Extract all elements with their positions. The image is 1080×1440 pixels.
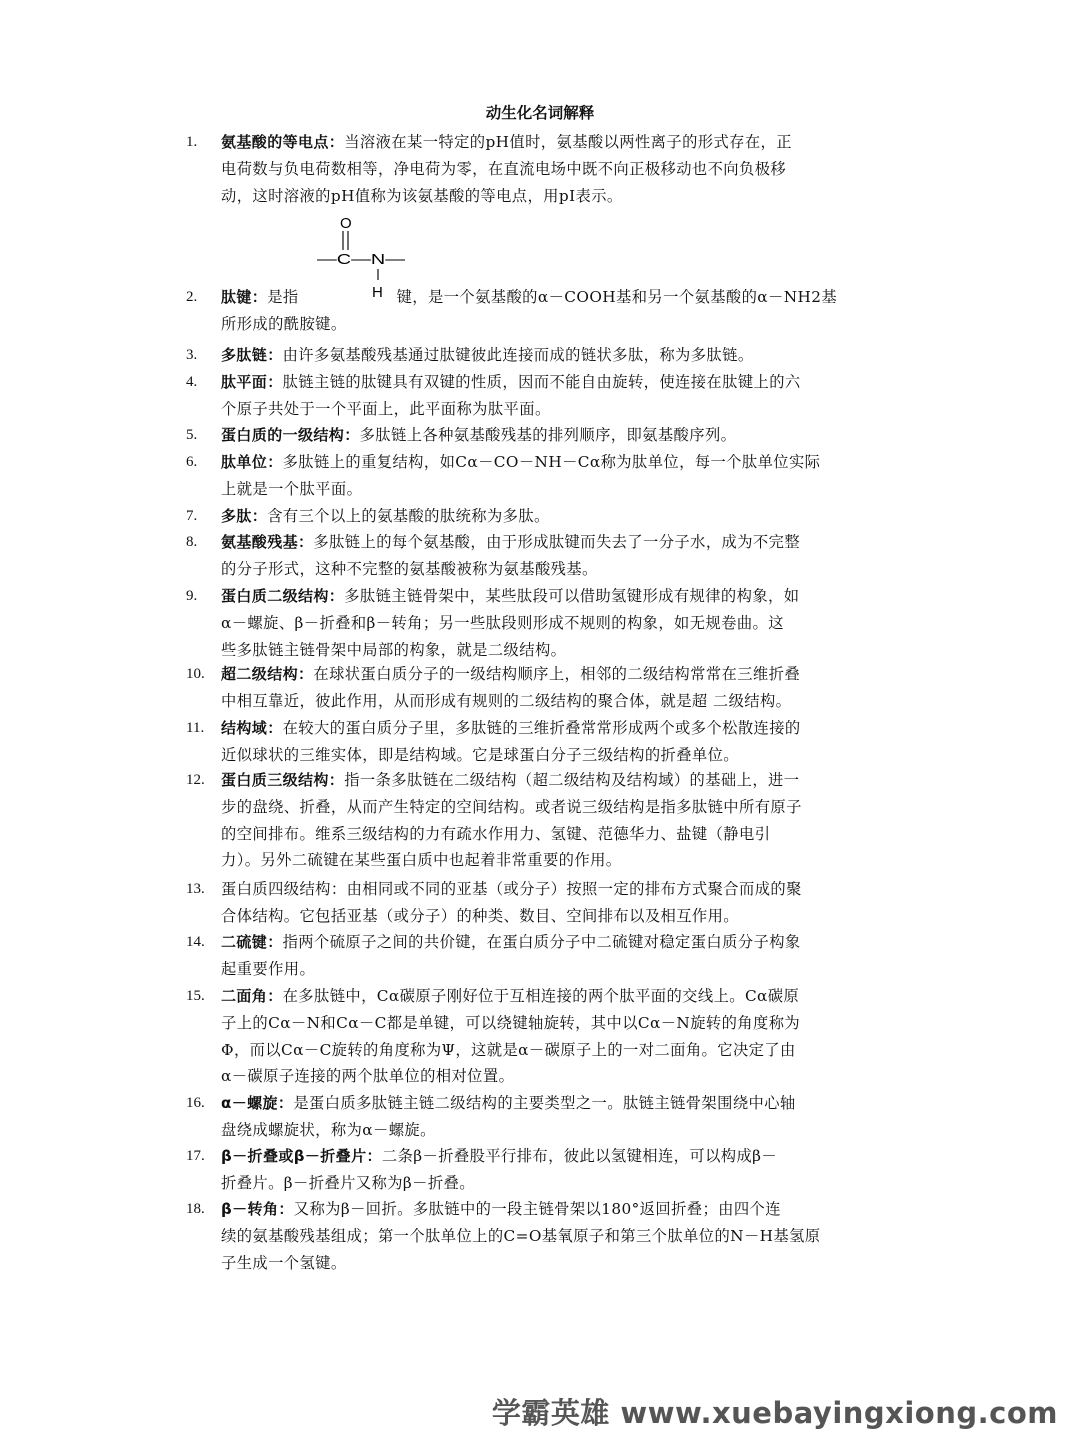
item-number: 15.: [186, 988, 205, 1004]
item-text: 指一条多肽链在二级结构（超二级结构及结构域）的基础上，进一: [344, 771, 800, 789]
item-number: 1.: [186, 134, 198, 150]
item-text: 子生成一个氢键。: [221, 1253, 347, 1272]
item-body: [221, 876, 901, 930]
item-number: 16.: [186, 1095, 205, 1111]
item-text: 所形成的酰胺键。: [221, 314, 347, 333]
item-text: 含有三个以上的氨基酸的肽统称为多肽。: [267, 507, 550, 525]
item-text: Φ，而以Cα－C旋转的角度称为Ψ，这就是α－碳原子上的一对二面角。它决定了由: [221, 1040, 796, 1059]
item-text: 折叠片。β－折叠片又称为β－折叠。: [221, 1173, 475, 1192]
item-text: 的空间排布。维系三级结构的力有疏水作用力、氢键、范德华力、盐键（静电引: [221, 824, 771, 843]
formula-chain: —C—N—: [317, 251, 405, 268]
page-title: 动生化名词解释: [485, 104, 595, 122]
item-text: 当溶液在某一特定的pH值时，氨基酸以两性离子的形式存在，正: [344, 133, 792, 151]
item-text: 合体结构。它包括亚基（或分子）的种类、数目、空间排布以及相互作用。: [221, 906, 739, 925]
item-text: 在球状蛋白质分子的一级结构顺序上，相邻的二级结构常常在三维折叠: [313, 665, 801, 683]
watermark: 学霸英雄 www.xuebayingxiong.com: [491, 1396, 1058, 1430]
item-text: 动，这时溶液的pH值称为该氨基酸的等电点，用pI表示。: [221, 186, 623, 205]
item-term: β－折叠或β－折叠片：: [221, 1147, 382, 1165]
item-number: 7.: [186, 508, 198, 524]
item-number: 10.: [186, 666, 205, 682]
item-body: [221, 1090, 901, 1144]
item-term: 蛋白质的一级结构：: [221, 426, 360, 444]
item-term: 二面角：: [221, 987, 283, 1005]
item-number: 4.: [186, 374, 198, 390]
item-text: 起重要作用。: [221, 959, 316, 978]
item-body: [221, 529, 901, 583]
item-text: α－螺旋、β－折叠和β－转角；另一些肽段则形成不规则的构象，如无规卷曲。这: [221, 613, 784, 632]
item-number: 3.: [186, 347, 198, 363]
item-text: 力）。另外二硫键在某些蛋白质中也起着非常重要的作用。: [221, 851, 622, 870]
item-body: [221, 369, 901, 423]
item-term: 多肽链：: [221, 346, 283, 364]
item-text: 蛋白质四级结构：由相同或不同的亚基（或分子）按照一定的排布方式聚合而成的聚: [221, 880, 802, 898]
item-body: [221, 715, 901, 769]
item-text: 多肽链上的每个氨基酸，由于形成肽键而失去了一分子水，成为不完整: [313, 533, 801, 551]
item-body: [221, 1143, 901, 1197]
item-text: 二条β－折叠股平行排布，彼此以氢键相连，可以构成β－: [381, 1147, 778, 1165]
item-term: 超二级结构：: [221, 665, 314, 683]
item-number: 2.: [186, 289, 198, 305]
item-text: 步的盘绕、折叠，从而产生特定的空间结构。或者说三级结构是指多肽链中所有原子: [221, 797, 802, 816]
item-text: 近似球状的三维实体，即是结构域。它是球蛋白分子三级结构的折叠单位。: [221, 745, 739, 764]
item-text: 多肽链主链骨架中，某些肽段可以借助氢键形成有规律的构象，如: [344, 587, 800, 605]
item-body: [221, 661, 901, 715]
item-number: 17.: [186, 1148, 205, 1164]
item-text: 个原子共处于一个平面上，此平面称为肽平面。: [221, 399, 551, 418]
item-body: [221, 929, 901, 983]
item-number: 5.: [186, 427, 198, 443]
item-number: 8.: [186, 534, 198, 550]
item-term: 多肽：: [221, 507, 268, 525]
item-term: 蛋白质三级结构：: [221, 771, 345, 789]
item-number: 11.: [186, 720, 205, 736]
item-text: 在较大的蛋白质分子里，多肽链的三维折叠常常形成两个或多个松散连接的: [282, 719, 801, 737]
item-term: α－螺旋：: [221, 1094, 294, 1112]
item-text: 子上的Cα－N和Cα－C都是单键，可以绕键轴旋转，其中以Cα－N旋转的角度称为: [221, 1013, 801, 1032]
item-term: β－转角：: [221, 1200, 294, 1218]
item-term: 肽平面：: [221, 373, 283, 391]
item-text: 多肽链上的重复结构，如Cα－CO－NH－Cα称为肽单位，每一个肽单位实际: [282, 453, 821, 471]
item-body: [221, 983, 901, 1090]
item-text: 多肽链上各种氨基酸残基的排列顺序，即氨基酸序列。: [359, 426, 737, 444]
item-text: 是蛋白质多肽链主链二级结构的主要类型之一。肽链主链骨架围绕中心轴: [293, 1094, 796, 1112]
item-number: 13.: [186, 881, 205, 897]
item-body: [221, 767, 901, 874]
item-term: 二硫键：: [221, 933, 283, 951]
item-body: [221, 583, 901, 663]
item-text: 的分子形式，这种不完整的氨基酸被称为氨基酸残基。: [221, 559, 598, 578]
item-number: 18.: [186, 1201, 205, 1217]
item-text: 些多肽链主链骨架中局部的构象，就是二级结构。: [221, 640, 567, 659]
item-text: 键，是一个氨基酸的α－COOH基和另一个氨基酸的α－NH2基: [396, 288, 838, 306]
item-body: [221, 503, 901, 530]
item-body: [221, 422, 901, 449]
item-text: 是指: [267, 288, 299, 306]
item-text: 指两个硫原子之间的共价键，在蛋白质分子中二硫键对稳定蛋白质分子构象: [282, 933, 801, 951]
item-body: [221, 449, 901, 503]
item-text: 续的氨基酸残基组成；第一个肽单位上的C=O基氧原子和第三个肽单位的N－H基氢原: [221, 1226, 821, 1245]
item-text: 又称为β－回折。多肽链中的一段主链骨架以180°返回折叠；由四个连: [293, 1200, 781, 1218]
item-text: 肽链主链的肽键具有双键的性质，因而不能自由旋转，使连接在肽键上的六: [282, 373, 801, 391]
item-number: 14.: [186, 934, 205, 950]
item-body: [221, 1196, 901, 1276]
item-body: [221, 284, 901, 338]
item-body: [221, 342, 901, 369]
item-text: 盘绕成螺旋状，称为α－螺旋。: [221, 1120, 436, 1139]
item-term: 结构域：: [221, 719, 283, 737]
item-term: 蛋白质二级结构：: [221, 587, 345, 605]
item-number: 12.: [186, 772, 205, 788]
item-term: 氨基酸的等电点：: [221, 133, 345, 151]
item-term: 氨基酸残基：: [221, 533, 314, 551]
item-text: α－碳原子连接的两个肽单位的相对位置。: [221, 1067, 515, 1086]
item-text: 中相互靠近，彼此作用，从而形成有规则的二级结构的聚合体，就是超 二级结构。: [221, 691, 792, 710]
item-number: 6.: [186, 454, 198, 470]
formula-oxygen: O: [340, 215, 352, 232]
item-text: 上就是一个肽平面。: [221, 479, 363, 498]
formula-hydrogen: H: [372, 284, 383, 300]
item-body: [221, 129, 901, 209]
item-term: 肽单位：: [221, 453, 283, 471]
item-number: 9.: [186, 588, 198, 604]
item-text: 电荷数与负电荷数相等，净电荷为零，在直流电场中既不向正极移动也不向负极移: [221, 159, 787, 178]
item-term: 肽键：: [221, 288, 268, 306]
item-text: 由许多氨基酸残基通过肽键彼此连接而成的链状多肽，称为多肽链。: [282, 346, 754, 364]
item-text: 在多肽链中，Cα碳原子刚好位于互相连接的两个肽平面的交线上。Cα碳原: [282, 987, 800, 1005]
